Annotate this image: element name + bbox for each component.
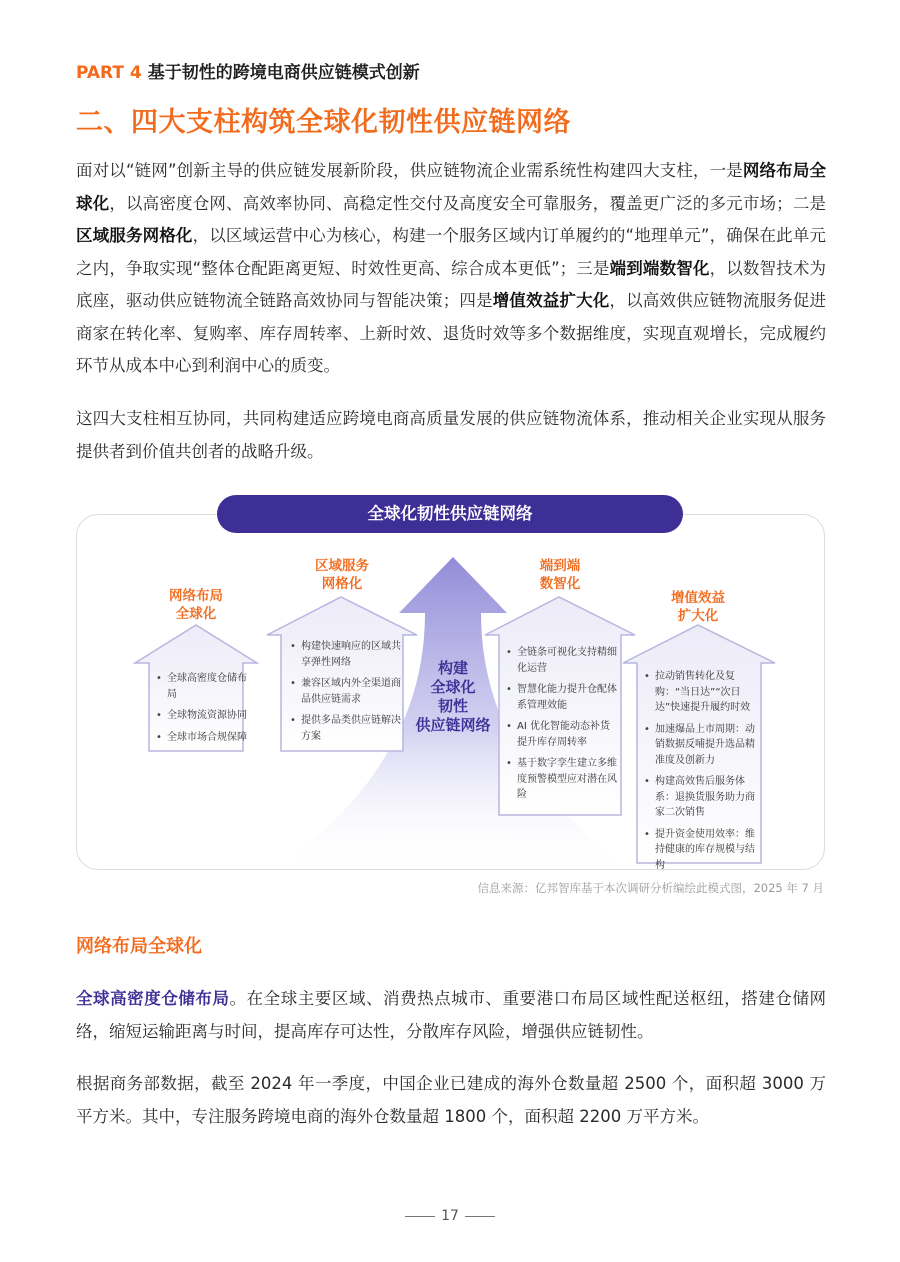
intro-paragraph: 面对以“链网”创新主导的供应链发展新阶段，供应链物流企业需系统性构建四大支柱，一是网络布局全球化，以高密度仓网、高效率协同、高稳定性交付及高度安全可靠服务，覆盖更广泛的多元市场；二是区域服务网格化，以区域运营中心为核心，构建一个服务区域内订单履约的“地理单元”，确保在此单元之内，争取实现“整体仓配距离更短、时效性更高、综合成本更低”；三是端到端数智化，以数智技术为底座，驱动供应链物流全链路高效协同与智能决策；四是增值效益扩大化，以高效供应链物流服务促进商家在转化率、复购率、库存周转率、上新时效、退货时效等多个数据维度，实现直观增长，完成履约环节从成本中心到利润中心的质变。 — [76, 161, 827, 375]
list-item: • 全链条可视化支持精细化运营 — [505, 645, 619, 676]
page-number: 17 — [0, 1208, 900, 1224]
col3-title: 端到端 数智化 — [539, 558, 581, 592]
list-item: • 加速爆品上市周期：动销数据反哺提升选品精准度及创新力 — [643, 722, 759, 769]
center-label: 构建 全球化 韧性 供应链网络 — [415, 659, 491, 734]
pillars-diagram — [76, 514, 825, 870]
figure-source: 信息来源：亿邦智库基于本次调研分析编绘此模式图，2025 年 7 月 — [477, 881, 824, 895]
pillar-1-highlight: 网络布局全球化 — [76, 161, 826, 213]
part-header — [76, 58, 420, 83]
list-item: • 基于数字孪生建立多维度预警模型应对潜在风险 — [505, 756, 619, 803]
list-item: • 全球高密度仓储布局 — [155, 671, 251, 702]
footer-rule-left — [405, 1216, 435, 1217]
col2-list — [289, 639, 401, 750]
pillar-4-highlight: 增值效益扩大化 — [492, 291, 610, 310]
col1-list — [155, 671, 251, 751]
col2-title: 区域服务 网格化 — [315, 558, 369, 592]
part-title: 基于韧性的跨境电商供应链模式创新 — [147, 63, 420, 83]
list-item: • 构建高效售后服务体系：退换货服务助力商家二次销售 — [643, 774, 759, 821]
subsection-paragraph-1: 全球高密度仓储布局。在全球主要区域、消费热点城市、重要港口布局区域性配送枢纽，搭建仓储网络，缩短运输距离与时间，提高库存可达性，分散库存风险，增强供应链韧性。 — [76, 989, 827, 1041]
col3-list — [505, 645, 619, 809]
col4-list — [643, 669, 759, 870]
list-item: • 兼容区域内外全渠道商品供应链需求 — [289, 676, 401, 707]
pillar-3-highlight: 端到端数智化 — [609, 258, 710, 278]
col4-title: 增值效益 扩大化 — [671, 590, 725, 624]
list-item: • 提升资金使用效率：维持健康的库存规模与结构 — [643, 827, 759, 871]
section-title: 二、四大支柱构筑全球化韧性供应链网络 — [76, 107, 571, 138]
list-item: • 全球市场合规保障 — [155, 730, 251, 746]
col1-title: 网络布局 全球化 — [169, 588, 223, 622]
pillar-2-highlight: 区域服务网格化 — [76, 226, 193, 245]
subsection-paragraph-2: 根据商务部数据，截至 2024 年一季度，中国企业已建成的海外仓数量超 2500 个，面积超 3000 万平方米。其中，专注服务跨境电商的海外仓数量超 1800 个，面积超 2200 万平方米。 — [76, 1074, 826, 1126]
list-item: • AI 优化智能动态补货提升库存周转率 — [505, 719, 619, 750]
list-item: • 拉动销售转化及复购：“当日达”“次日达”快速提升履约时效 — [643, 669, 759, 716]
footer-rule-right — [465, 1216, 495, 1217]
list-item: • 全球物流资源协同 — [155, 708, 251, 724]
part-number: PART 4 — [76, 63, 142, 83]
list-item: • 构建快速响应的区域共享弹性网络 — [289, 639, 401, 670]
subsection-highlight: 全球高密度仓储布局 — [76, 989, 230, 1008]
figure-title: 全球化韧性供应链网络 — [217, 495, 683, 533]
list-item: • 智慧化能力提升仓配体系管理效能 — [505, 682, 619, 713]
list-item: • 提供多品类供应链解决方案 — [289, 713, 401, 744]
synergy-paragraph: 这四大支柱相互协同，共同构建适应跨境电商高质量发展的供应链物流体系，推动相关企业实现从服务提供者到价值共创者的战略升级。 — [76, 409, 826, 461]
subsection-title: 网络布局全球化 — [76, 936, 202, 957]
